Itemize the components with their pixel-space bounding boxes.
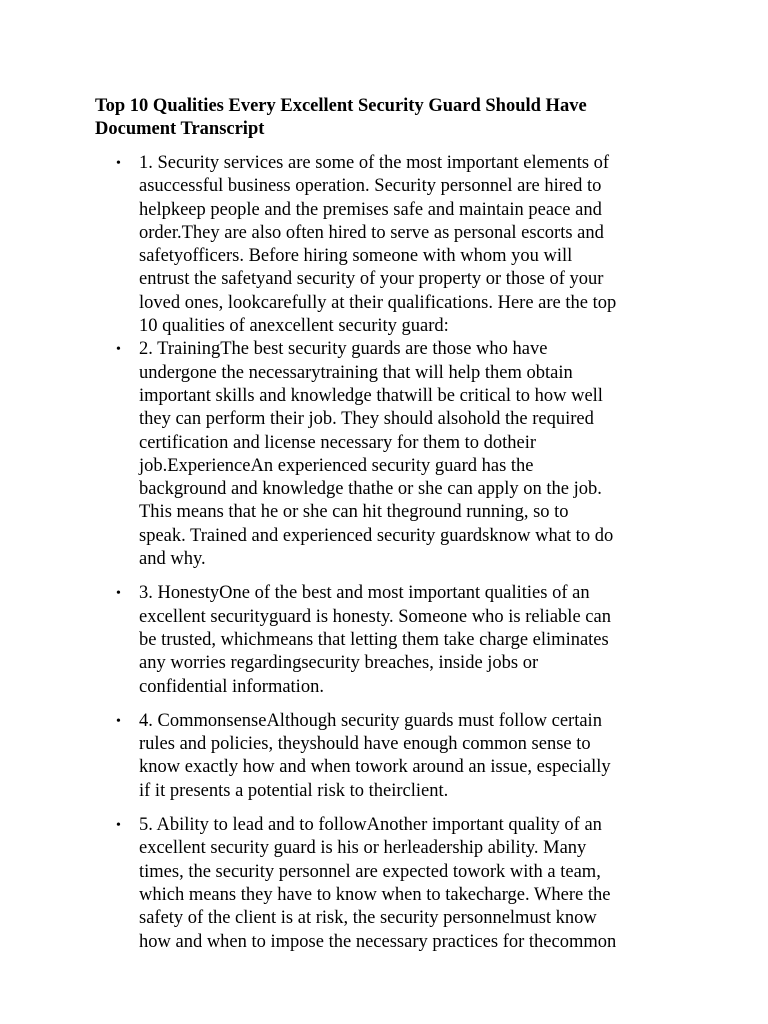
paragraph-line: 3. HonestyOne of the best and most important qualities of an xyxy=(139,583,590,604)
paragraph-line: how and when to impose the necessary practices for thecommon xyxy=(139,931,617,952)
list-item xyxy=(0,710,679,803)
paragraph-line: which means they have to know when to takecharge. Where the xyxy=(139,884,611,905)
paragraph-line: excellent securityguard is honesty. Someone who is reliable can xyxy=(139,606,611,627)
paragraph-line: any worries regardingsecurity breaches, inside jobs or xyxy=(139,653,539,674)
paragraph-line: 5. Ability to lead and to followAnother important quality of an xyxy=(139,815,602,836)
list-item xyxy=(0,152,679,338)
paragraph-line: they can perform their job. They should alsohold the required xyxy=(139,409,594,430)
paragraph-line: 1. Security services are some of the most important elements of xyxy=(139,153,610,173)
list-item xyxy=(0,338,679,571)
paragraph-line: 4. CommonsenseAlthough security guards must follow certain xyxy=(139,710,602,731)
paragraph-line: times, the security personnel are expected towork with a team, xyxy=(139,861,601,882)
paragraph-line: asuccessful business operation. Security personnel are hired to xyxy=(139,176,602,197)
paragraph-line: be trusted, whichmeans that letting them take charge eliminates xyxy=(139,629,609,650)
item-spacer xyxy=(0,571,768,582)
paragraph-line: confidential information. xyxy=(139,676,324,697)
bullet-icon: • xyxy=(116,342,121,358)
bullet-icon: • xyxy=(116,713,121,729)
paragraph-line: loved ones, lookcarefully at their qualifications. Here are the top xyxy=(139,292,617,313)
paragraph-line: undergone the necessarytraining that will help them obtain xyxy=(139,362,573,383)
paragraph-line: and why. xyxy=(139,549,206,570)
paragraph-line: entrust the safetyand security of your property or those of your xyxy=(139,269,604,290)
transcript-list xyxy=(0,152,768,954)
paragraph-line: background and knowledge thathe or she can apply on the job. xyxy=(139,479,602,500)
item-spacer xyxy=(0,699,768,710)
paragraph-line: important skills and knowledge thatwill be critical to how well xyxy=(139,385,603,406)
paragraph-line: certification and license necessary for them to dotheir xyxy=(139,432,537,453)
list-item xyxy=(0,814,679,954)
bullet-icon: • xyxy=(116,818,121,834)
paragraph-line: rules and policies, theyshould have enough common sense to xyxy=(139,734,591,755)
paragraph-line: if it presents a potential risk to theirclient. xyxy=(139,780,449,801)
paragraph-line: order.They are also often hired to serve as personal escorts and xyxy=(139,222,604,243)
item-spacer xyxy=(0,803,768,814)
paragraph-line: excellent security guard is his or herleadership ability. Many xyxy=(139,838,587,859)
document-title xyxy=(95,95,715,141)
paragraph-line: 10 qualities of anexcellent security guard: xyxy=(139,316,449,337)
paragraph-line: safety of the client is at risk, the security personnelmust know xyxy=(139,908,597,929)
list-item xyxy=(0,582,679,698)
paragraph-line: 2. TrainingThe best security guards are those who have xyxy=(139,339,548,360)
bullet-icon: • xyxy=(116,586,121,602)
paragraph-line: This means that he or she can hit theground running, so to xyxy=(139,502,569,523)
paragraph-line: helpkeep people and the premises safe and maintain peace and xyxy=(139,199,602,220)
paragraph-line: know exactly how and when towork around an issue, especially xyxy=(139,757,611,778)
title-line-1: Top 10 Qualities Every Excellent Security Guard Should Have xyxy=(95,96,587,116)
paragraph-line: speak. Trained and experienced security guardsknow what to do xyxy=(139,525,614,546)
bullet-icon: • xyxy=(116,156,121,171)
paragraph-line: job.ExperienceAn experienced security guard has the xyxy=(139,455,534,476)
paragraph-line: safetyofficers. Before hiring someone with whom you will xyxy=(139,246,573,267)
title-line-2: Document Transcript xyxy=(95,119,265,139)
